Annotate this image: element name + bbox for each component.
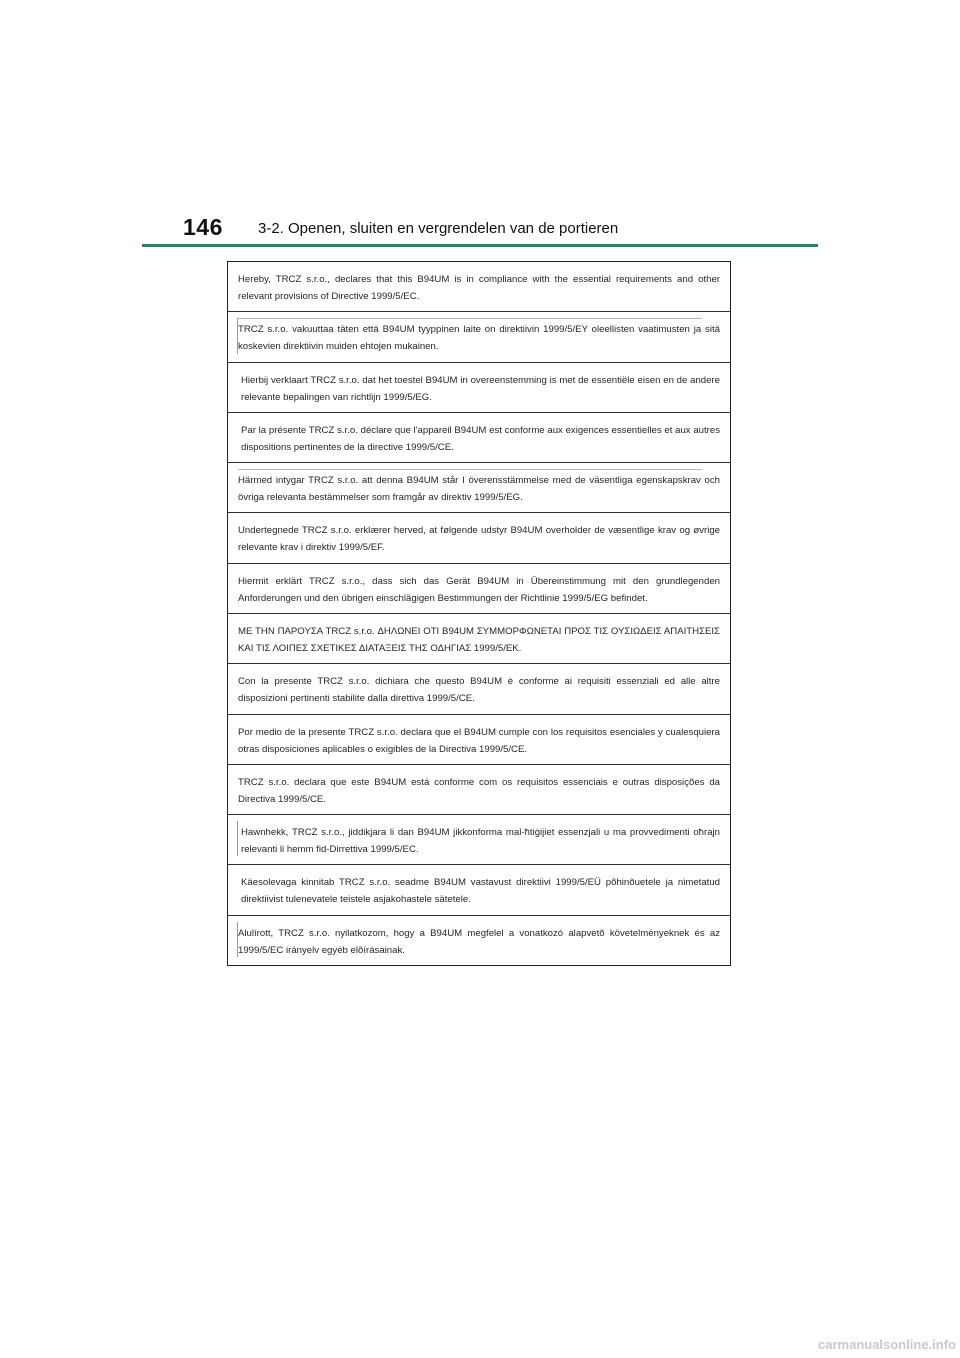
- declaration-es: Por medio de la presente TRCZ s.r.o. declara que el B94UM cumple con los requisitos esenciales y cualesquiera otras disposiciones aplicables o exigibles de la Directiva 1999/5/CE.: [228, 715, 730, 765]
- declaration-nl: Hierbij verklaart TRCZ s.r.o. dat het toestel B94UM in overeenstemming is met de essentiële eisen en de andere relevante bepalingen van richtlijn 1999/5/EG.: [228, 363, 730, 413]
- declaration-da: Undertegnede TRCZ s.r.o. erklærer herved, at følgende udstyr B94UM overholder de væsentlige krav og øvrige relevante krav i direktiv 1999/5/EF.: [228, 513, 730, 563]
- declaration-of-conformity-table: [227, 261, 731, 966]
- section-title: 3-2. Openen, sluiten en vergrendelen van de portieren: [258, 220, 619, 237]
- header-rule: [142, 244, 818, 247]
- declaration-el: ΜΕ ΤΗΝ ΠΑΡΟΥΣΑ TRCZ s.r.o. ΔΗΛΩΝΕΙ ΟΤΙ B94UM ΣΥΜΜΟΡΦΩΝΕΤΑΙ ΠΡΟΣ ΤΙΣ ΟΥΣΙΩΔΕΙΣ ΑΠΑΙΤΗΣΕΙΣ ΚΑΙ ΤΙΣ ΛΟΙΠΕΣ ΣΧΕΤΙΚΕΣ ΔΙΑΤΑΞΕΙΣ ΤΗΣ ΟΔΗΓΙΑΣ 1999/5/ΕΚ.: [228, 614, 730, 664]
- declaration-it: Con la presente TRCZ s.r.o. dichiara che questo B94UM è conforme ai requisiti essenziali ed alle altre disposizioni pertinenti stabilite dalla direttiva 1999/5/CE.: [228, 664, 730, 714]
- declaration-de: Hiermit erklärt TRCZ s.r.o., dass sich das Gerät B94UM in Übereinstimmung mit den grundlegenden Anforderungen und den übrigen einschlägigen Bestimmungen der Richtlinie 1999/5/EG befindet.: [228, 564, 730, 614]
- declaration-sv: Härmed intygar TRCZ s.r.o. att denna B94UM står I överensstämmelse med de väsentliga egenskapskrav och övriga relevanta bestämmelser som framgår av direktiv 1999/5/EG.: [228, 463, 730, 513]
- declaration-en: Hereby, TRCZ s.r.o., declares that this B94UM is in compliance with the essential requirements and other relevant provisions of Directive 1999/5/EC.: [228, 262, 730, 312]
- declaration-fr: Par la présente TRCZ s.r.o. déclare que l'appareil B94UM est conforme aux exigences essentielles et aux autres dispositions pertinentes de la directive 1999/5/CE.: [228, 413, 730, 463]
- site-watermark: carmanualsonline.info: [818, 1337, 956, 1352]
- declaration-et: Käesolevaga kinnitab TRCZ s.r.o. seadme B94UM vastavust direktiivi 1999/5/EÜ põhinõuetele ja nimetatud direktiivist tulenevatele teistele asjakohastele sätetele.: [228, 865, 730, 915]
- declaration-pt: TRCZ s.r.o. declara que este B94UM está conforme com os requisitos essenciais e outras disposições da Directiva 1999/5/CE.: [228, 765, 730, 815]
- declaration-hu: Alulírott, TRCZ s.r.o. nyilatkozom, hogy a B94UM megfelel a vonatkozó alapvetõ követelményeknek és az 1999/5/EC irányelv egyéb elõírásainak.: [228, 916, 730, 965]
- declaration-mt: Hawnhekk, TRCZ s.r.o., jiddikjara li dan B94UM jikkonforma mal-ħtiġijiet essenzjali u ma provvedimenti oħrajn relevanti li hemm fid-Dirrettiva 1999/5/EC.: [228, 815, 730, 865]
- page-number: 146: [183, 214, 223, 240]
- page-header: [0, 0, 960, 250]
- declaration-fi: TRCZ s.r.o. vakuuttaa täten että B94UM tyyppinen laite on direktiivin 1999/5/EY oleellisten vaatimusten ja sitä koskevien direktiivin muiden ehtojen mukainen.: [228, 312, 730, 362]
